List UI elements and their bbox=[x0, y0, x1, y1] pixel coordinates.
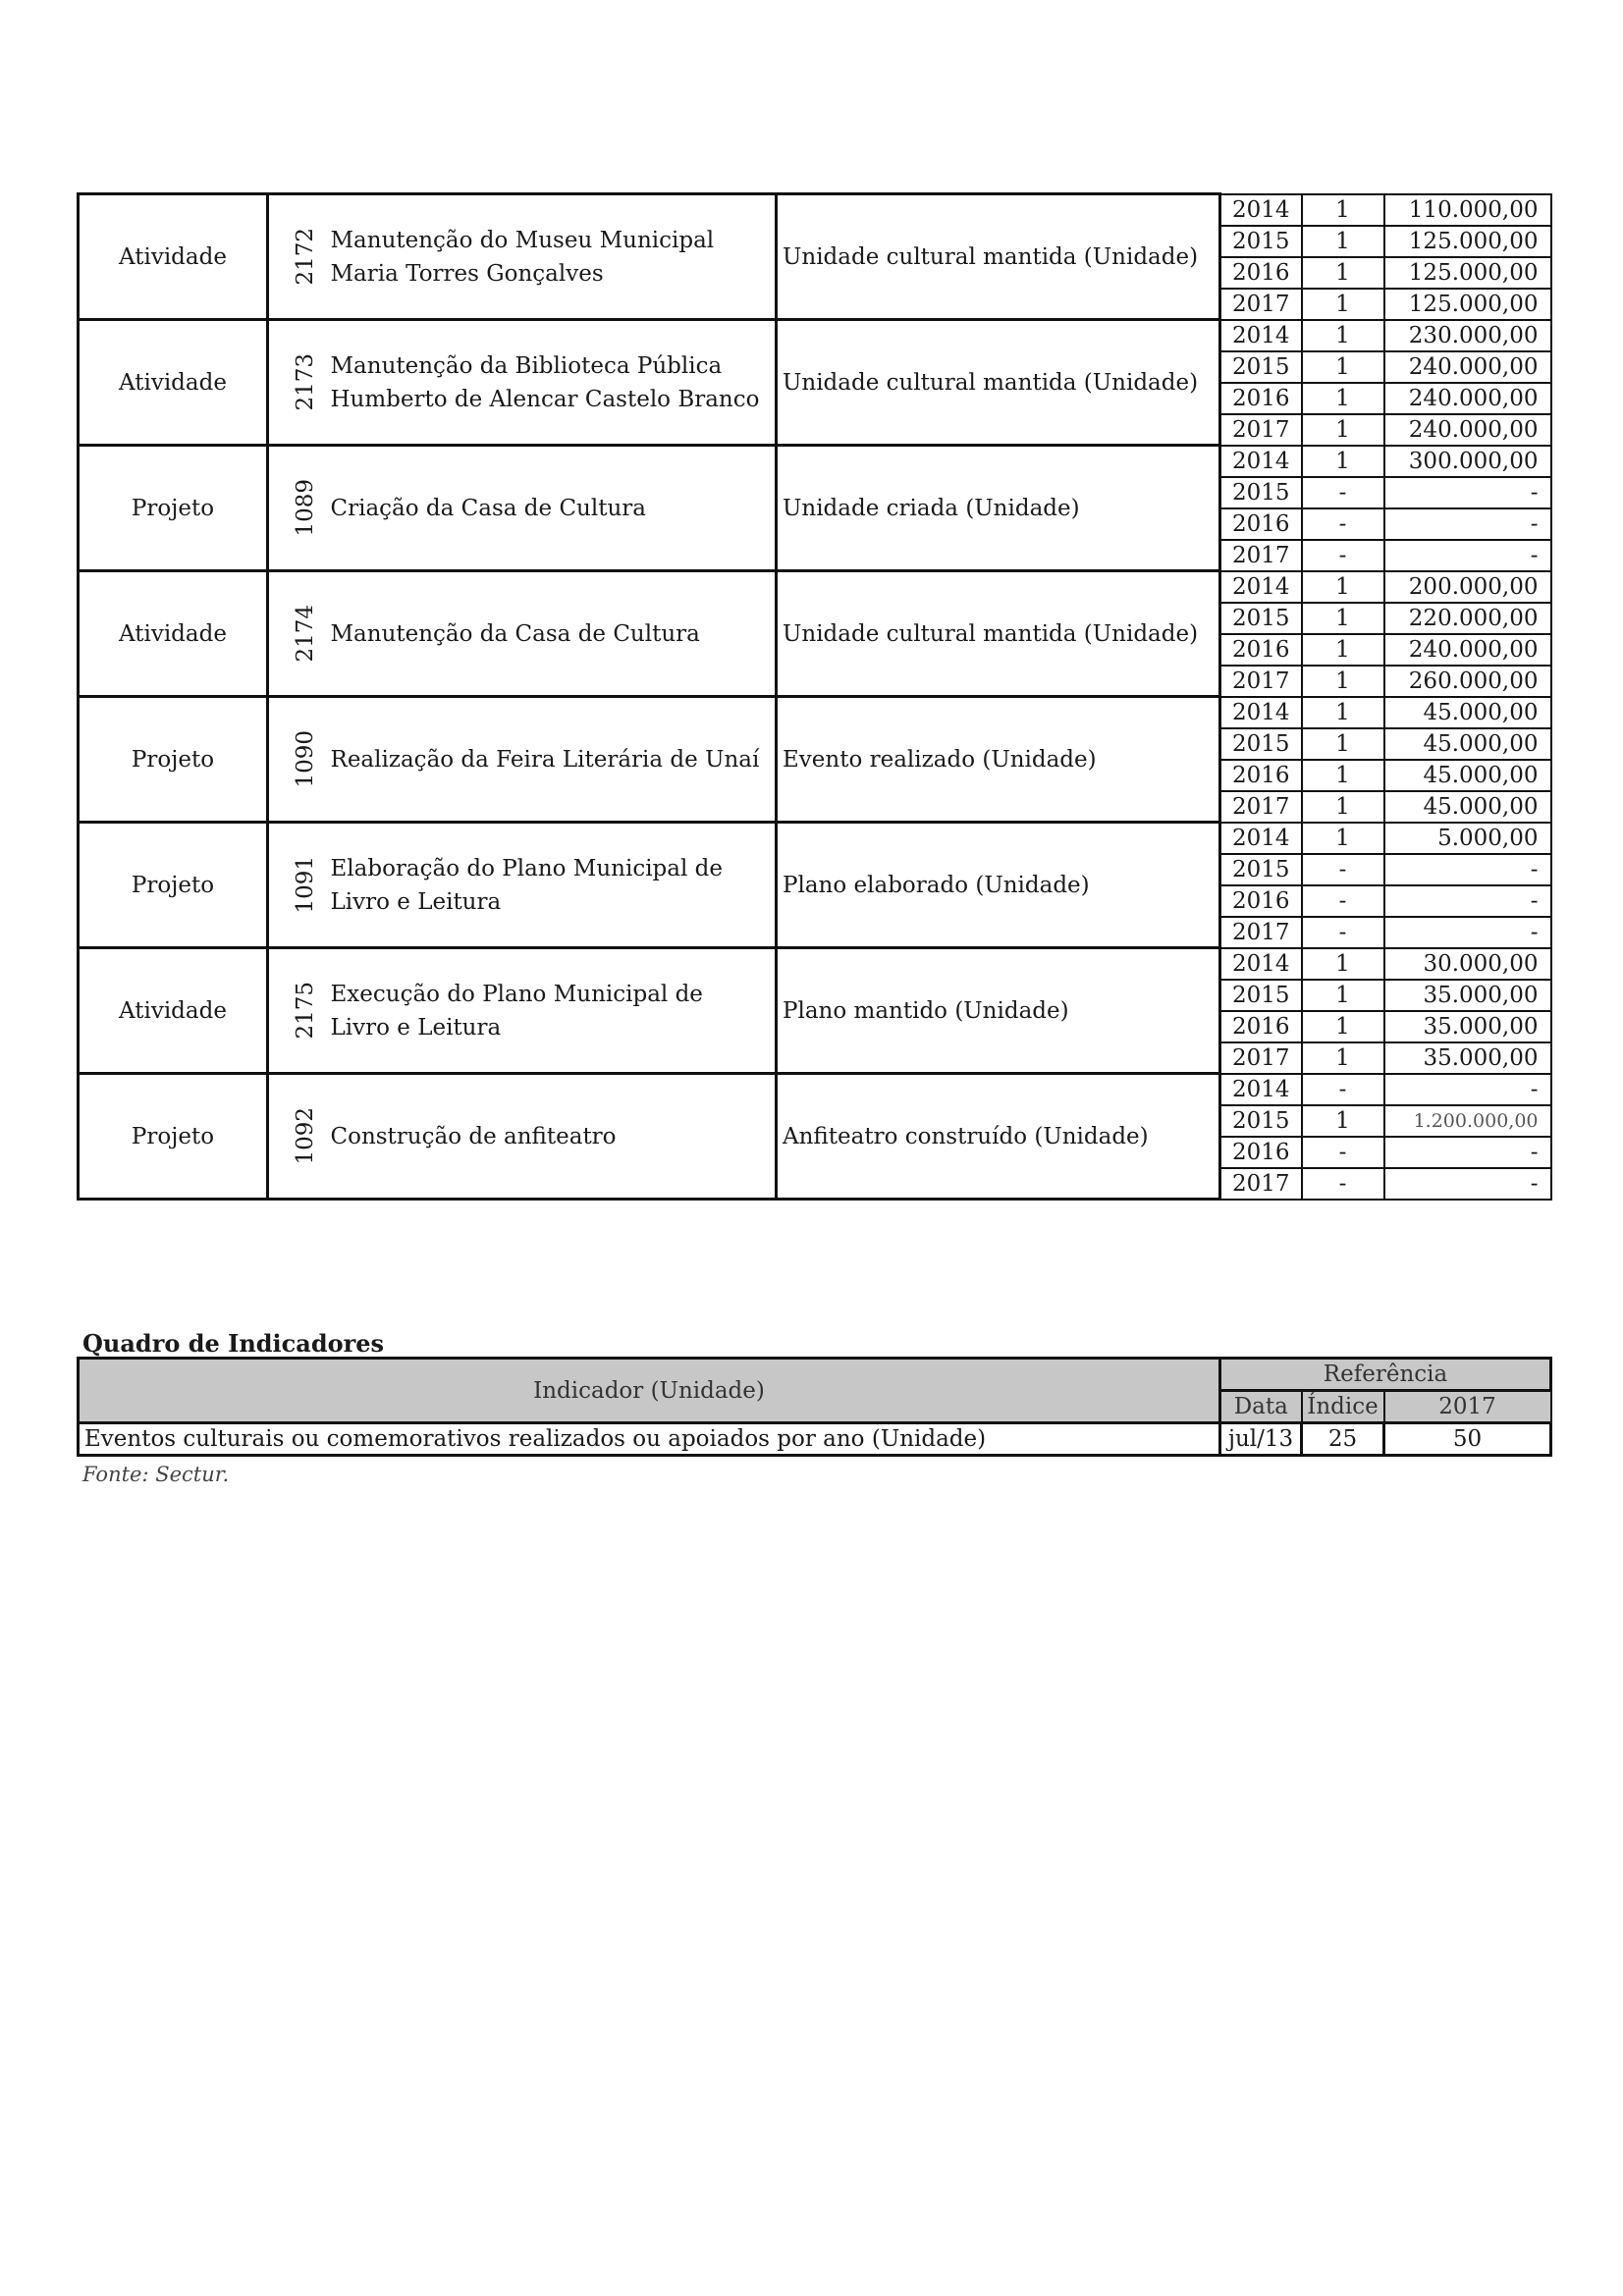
indicators-header-row bbox=[79, 1359, 1551, 1391]
year-cell: 2016 bbox=[1220, 634, 1302, 666]
target-cell: 1 bbox=[1302, 603, 1384, 634]
year-cell: 2016 bbox=[1220, 257, 1302, 289]
year-cell: 2017 bbox=[1220, 1168, 1302, 1200]
amount-cell: 45.000,00 bbox=[1384, 728, 1551, 760]
target-cell: 1 bbox=[1302, 320, 1384, 351]
action-code: 2172 bbox=[293, 228, 318, 286]
target-cell: 1 bbox=[1302, 1011, 1384, 1042]
amount-cell: 300.000,00 bbox=[1384, 446, 1551, 477]
target-cell: - bbox=[1302, 854, 1384, 885]
indicator-row bbox=[79, 1423, 1551, 1456]
action-product: Unidade cultural mantida (Unidade) bbox=[777, 320, 1220, 446]
amount-cell: 230.000,00 bbox=[1384, 320, 1551, 351]
amount-cell: - bbox=[1384, 1074, 1551, 1105]
amount-cell: 125.000,00 bbox=[1384, 257, 1551, 289]
target-cell: 1 bbox=[1302, 414, 1384, 446]
table-row bbox=[79, 1074, 1551, 1105]
indicator-target: 50 bbox=[1384, 1423, 1551, 1456]
indicator-date: jul/13 bbox=[1220, 1423, 1302, 1456]
year-cell: 2014 bbox=[1220, 571, 1302, 603]
year-cell: 2016 bbox=[1220, 1011, 1302, 1042]
action-product: Plano elaborado (Unidade) bbox=[777, 823, 1220, 948]
year-cell: 2016 bbox=[1220, 760, 1302, 791]
year-cell: 2015 bbox=[1220, 351, 1302, 383]
year-cell: 2014 bbox=[1220, 320, 1302, 351]
year-cell: 2016 bbox=[1220, 383, 1302, 414]
action-product: Unidade criada (Unidade) bbox=[777, 446, 1220, 571]
target-cell: - bbox=[1302, 917, 1384, 948]
action-code-cell bbox=[268, 1074, 331, 1200]
amount-cell: - bbox=[1384, 1168, 1551, 1200]
target-cell: - bbox=[1302, 1074, 1384, 1105]
action-product: Unidade cultural mantida (Unidade) bbox=[777, 571, 1220, 697]
action-type: Projeto bbox=[79, 446, 268, 571]
year-cell: 2015 bbox=[1220, 226, 1302, 257]
action-code-cell bbox=[268, 823, 331, 948]
target-cell: 1 bbox=[1302, 666, 1384, 697]
action-description: Manutenção da Casa de Cultura bbox=[331, 571, 777, 697]
indicator-index: 25 bbox=[1302, 1423, 1384, 1456]
action-type: Projeto bbox=[79, 697, 268, 823]
amount-cell: - bbox=[1384, 1137, 1551, 1168]
action-code: 2175 bbox=[293, 982, 318, 1040]
target-cell: 1 bbox=[1302, 823, 1384, 854]
target-cell: - bbox=[1302, 477, 1384, 508]
action-code: 1091 bbox=[293, 856, 318, 914]
action-type: Atividade bbox=[79, 320, 268, 446]
table-row bbox=[79, 320, 1551, 351]
year-cell: 2014 bbox=[1220, 823, 1302, 854]
action-code: 1092 bbox=[293, 1107, 318, 1165]
amount-cell: 200.000,00 bbox=[1384, 571, 1551, 603]
action-type: Atividade bbox=[79, 194, 268, 320]
index-column-header: Índice bbox=[1302, 1391, 1384, 1423]
year-cell: 2017 bbox=[1220, 289, 1302, 320]
target-cell: 1 bbox=[1302, 1042, 1384, 1074]
action-description: Construção de anfiteatro bbox=[331, 1074, 777, 1200]
amount-cell: 240.000,00 bbox=[1384, 383, 1551, 414]
action-code-cell bbox=[268, 571, 331, 697]
action-code-cell bbox=[268, 446, 331, 571]
amount-cell: 45.000,00 bbox=[1384, 760, 1551, 791]
year-cell: 2015 bbox=[1220, 854, 1302, 885]
year-cell: 2015 bbox=[1220, 728, 1302, 760]
action-type: Projeto bbox=[79, 1074, 268, 1200]
actions-table bbox=[77, 192, 1552, 1201]
action-code-cell bbox=[268, 194, 331, 320]
action-description: Execução do Plano Municipal de Livro e Leitura bbox=[331, 948, 777, 1074]
table-row bbox=[79, 823, 1551, 854]
year-cell: 2014 bbox=[1220, 194, 1302, 226]
target-cell: - bbox=[1302, 885, 1384, 917]
action-code: 2174 bbox=[293, 605, 318, 663]
action-code: 1090 bbox=[293, 730, 318, 788]
action-code-cell bbox=[268, 320, 331, 446]
year-cell: 2015 bbox=[1220, 1105, 1302, 1137]
amount-cell: 240.000,00 bbox=[1384, 634, 1551, 666]
amount-cell: 220.000,00 bbox=[1384, 603, 1551, 634]
year-cell: 2014 bbox=[1220, 948, 1302, 980]
year-cell: 2017 bbox=[1220, 666, 1302, 697]
amount-cell: - bbox=[1384, 477, 1551, 508]
action-description: Elaboração do Plano Municipal de Livro e Leitura bbox=[331, 823, 777, 948]
target-cell: 1 bbox=[1302, 194, 1384, 226]
action-code: 1089 bbox=[293, 479, 318, 537]
target-cell: 1 bbox=[1302, 948, 1384, 980]
amount-cell: - bbox=[1384, 854, 1551, 885]
amount-cell: - bbox=[1384, 540, 1551, 571]
target-cell: - bbox=[1302, 540, 1384, 571]
action-code-cell bbox=[268, 948, 331, 1074]
amount-cell: - bbox=[1384, 508, 1551, 540]
amount-cell: 5.000,00 bbox=[1384, 823, 1551, 854]
target-cell: 1 bbox=[1302, 1105, 1384, 1137]
year-cell: 2016 bbox=[1220, 885, 1302, 917]
amount-cell: 125.000,00 bbox=[1384, 289, 1551, 320]
table-row bbox=[79, 194, 1551, 226]
action-description: Realização da Feira Literária de Unaí bbox=[331, 697, 777, 823]
target-cell: - bbox=[1302, 1137, 1384, 1168]
amount-cell: - bbox=[1384, 917, 1551, 948]
year-column-header: 2017 bbox=[1384, 1391, 1551, 1423]
table-row bbox=[79, 697, 1551, 728]
table-row bbox=[79, 446, 1551, 477]
source-note: Fonte: Sectur. bbox=[82, 1463, 230, 1486]
amount-cell: 45.000,00 bbox=[1384, 697, 1551, 728]
amount-cell: 35.000,00 bbox=[1384, 1042, 1551, 1074]
action-description: Criação da Casa de Cultura bbox=[331, 446, 777, 571]
action-type: Atividade bbox=[79, 571, 268, 697]
action-code-cell bbox=[268, 697, 331, 823]
action-product: Evento realizado (Unidade) bbox=[777, 697, 1220, 823]
year-cell: 2017 bbox=[1220, 791, 1302, 823]
target-cell: - bbox=[1302, 1168, 1384, 1200]
indicators-table bbox=[77, 1357, 1552, 1457]
amount-cell: 35.000,00 bbox=[1384, 980, 1551, 1011]
year-cell: 2016 bbox=[1220, 508, 1302, 540]
amount-cell: - bbox=[1384, 885, 1551, 917]
reference-column-header: Referência bbox=[1220, 1359, 1551, 1391]
year-cell: 2017 bbox=[1220, 540, 1302, 571]
year-cell: 2017 bbox=[1220, 1042, 1302, 1074]
action-product: Anfiteatro construído (Unidade) bbox=[777, 1074, 1220, 1200]
action-description: Manutenção do Museu Municipal Maria Torres Gonçalves bbox=[331, 194, 777, 320]
target-cell: 1 bbox=[1302, 728, 1384, 760]
year-cell: 2015 bbox=[1220, 980, 1302, 1011]
year-cell: 2015 bbox=[1220, 477, 1302, 508]
table-row bbox=[79, 948, 1551, 980]
action-description: Manutenção da Biblioteca Pública Humberto de Alencar Castelo Branco bbox=[331, 320, 777, 446]
amount-cell: 30.000,00 bbox=[1384, 948, 1551, 980]
target-cell: 1 bbox=[1302, 634, 1384, 666]
target-cell: 1 bbox=[1302, 760, 1384, 791]
amount-cell: 45.000,00 bbox=[1384, 791, 1551, 823]
target-cell: 1 bbox=[1302, 791, 1384, 823]
amount-cell: 110.000,00 bbox=[1384, 194, 1551, 226]
date-column-header: Data bbox=[1220, 1391, 1302, 1423]
year-cell: 2014 bbox=[1220, 1074, 1302, 1105]
indicator-column-header: Indicador (Unidade) bbox=[79, 1359, 1220, 1423]
target-cell: 1 bbox=[1302, 383, 1384, 414]
target-cell: 1 bbox=[1302, 351, 1384, 383]
year-cell: 2017 bbox=[1220, 917, 1302, 948]
action-code: 2173 bbox=[293, 353, 318, 411]
target-cell: 1 bbox=[1302, 226, 1384, 257]
amount-cell: 240.000,00 bbox=[1384, 414, 1551, 446]
action-product: Unidade cultural mantida (Unidade) bbox=[777, 194, 1220, 320]
amount-cell: 125.000,00 bbox=[1384, 226, 1551, 257]
target-cell: 1 bbox=[1302, 697, 1384, 728]
amount-cell: 35.000,00 bbox=[1384, 1011, 1551, 1042]
amount-cell: 260.000,00 bbox=[1384, 666, 1551, 697]
indicator-name: Eventos culturais ou comemorativos realizados ou apoiados por ano (Unidade) bbox=[79, 1423, 1220, 1456]
amount-cell: 240.000,00 bbox=[1384, 351, 1551, 383]
year-cell: 2016 bbox=[1220, 1137, 1302, 1168]
amount-cell: 1.200.000,00 bbox=[1384, 1105, 1551, 1137]
year-cell: 2017 bbox=[1220, 414, 1302, 446]
target-cell: 1 bbox=[1302, 980, 1384, 1011]
year-cell: 2015 bbox=[1220, 603, 1302, 634]
indicators-title: Quadro de Indicadores bbox=[82, 1329, 385, 1358]
table-row bbox=[79, 571, 1551, 603]
action-type: Atividade bbox=[79, 948, 268, 1074]
target-cell: 1 bbox=[1302, 289, 1384, 320]
target-cell: - bbox=[1302, 508, 1384, 540]
target-cell: 1 bbox=[1302, 257, 1384, 289]
action-type: Projeto bbox=[79, 823, 268, 948]
target-cell: 1 bbox=[1302, 446, 1384, 477]
year-cell: 2014 bbox=[1220, 697, 1302, 728]
year-cell: 2014 bbox=[1220, 446, 1302, 477]
action-product: Plano mantido (Unidade) bbox=[777, 948, 1220, 1074]
target-cell: 1 bbox=[1302, 571, 1384, 603]
